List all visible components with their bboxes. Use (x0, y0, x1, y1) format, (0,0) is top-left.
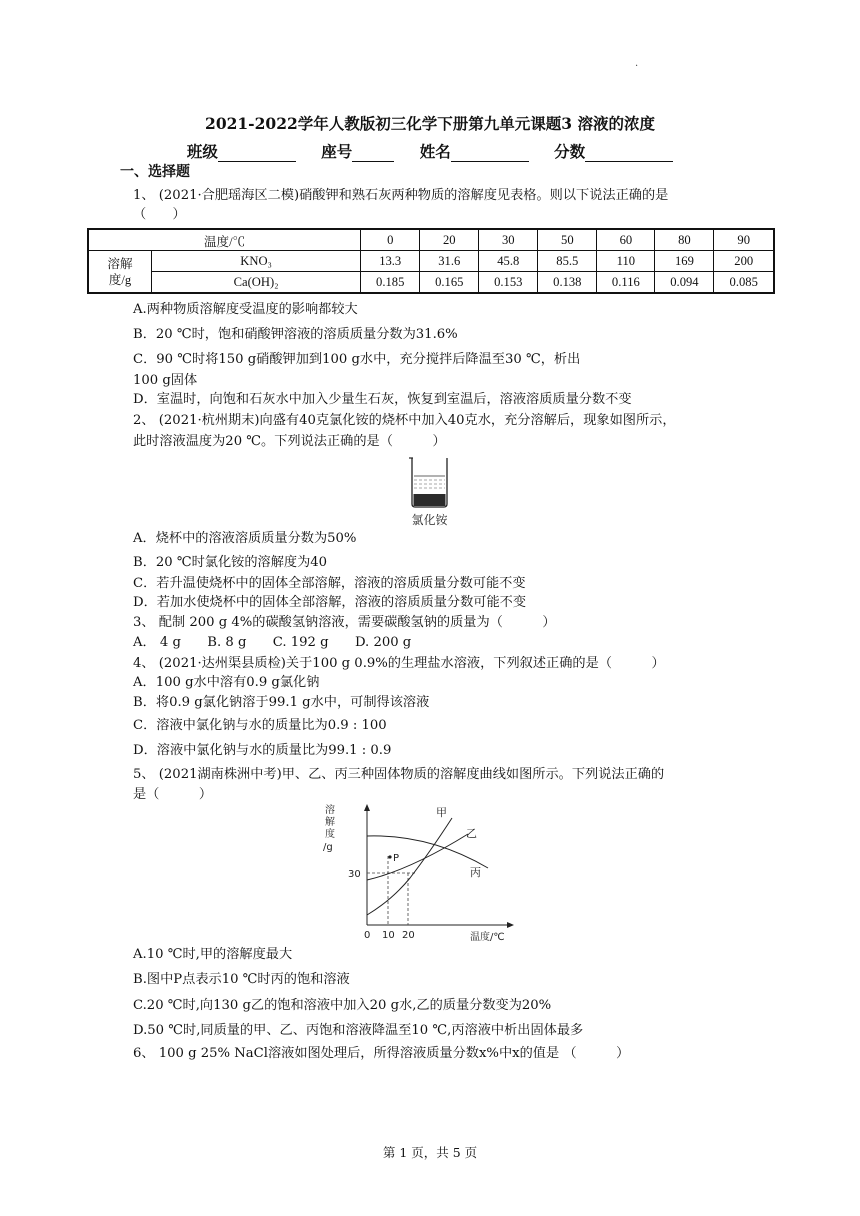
q2-option-a: A．烧杯中的溶液溶质质量分数为50% (133, 531, 357, 546)
curve-label-yi: 乙 (466, 827, 477, 840)
score-label: 分数 (554, 142, 586, 161)
q1-option-c: C．90 ℃时将150 g硝酸钾加到100 g水中，充分搅拌后降温至30 ℃，析出 (133, 352, 581, 367)
name-blank[interactable] (451, 145, 529, 162)
table-cell: 169 (655, 251, 714, 272)
q4-stem: 4、 (2021·达州渠县质检)关于100 g 0.9%的生理盐水溶液，下列叙述正确的是（ ） (133, 656, 665, 671)
solubility-row-label: 溶解 度/g (88, 251, 152, 294)
table-cell: 20 (420, 229, 479, 251)
q2-option-d: D．若加水使烧杯中的固体全部溶解，溶液的溶质质量分数可能不变 (133, 595, 527, 610)
solubility-table (87, 228, 775, 294)
y-axis-label-char: 解 (325, 817, 335, 828)
table-cell: 13.3 (361, 251, 420, 272)
curve-bing (367, 836, 488, 868)
table-cell: 45.8 (479, 251, 538, 272)
q1-stem: 1、 (2021·合肥瑶海区二模)硝酸钾和熟石灰两种物质的溶解度见表格。则以下说法正确的是 (133, 188, 669, 203)
student-info-line (0, 140, 860, 162)
table-cell: 0.116 (597, 272, 655, 294)
q3-options: A． 4 g B. 8 g C. 192 g D. 200 g (133, 635, 412, 650)
table-cell: 110 (597, 251, 655, 272)
seat-label: 座号 (321, 142, 353, 161)
page-footer: 第 1 页，共 5 页 (382, 1145, 478, 1160)
x-axis-label: 温度/℃ (470, 932, 505, 943)
y-axis-label-char: 度 (325, 829, 335, 840)
y-tick-label: 30 (348, 869, 361, 880)
curve-label-jia: 甲 (436, 806, 447, 819)
q2-option-b: B．20 ℃时氯化铵的溶解度为40 (133, 555, 328, 570)
class-label: 班级 (186, 142, 218, 161)
q5-option-b: B.图中P点表示10 ℃时丙的饱和溶液 (133, 972, 350, 987)
table-cell: 50 (538, 229, 597, 251)
table-cell: 30 (479, 229, 538, 251)
table-row (88, 272, 774, 294)
q1-option-a: A.两种物质溶解度受温度的影响都较大 (133, 302, 358, 317)
q5-option-a: A.10 ℃时,甲的溶解度最大 (133, 947, 293, 962)
q5-stem: 5、 (2021湖南株洲中考)甲、乙、丙三种固体物质的溶解度曲线如图所示。下列说法正确的 (133, 767, 665, 782)
q1-option-c-cont: 100 g固体 (133, 373, 198, 388)
q4-option-c: C．溶液中氯化钠与水的质量比为0.9 : 100 (133, 718, 387, 733)
solubility-curve-figure (320, 800, 520, 946)
table-cell: 90 (714, 229, 774, 251)
q5-option-c: C.20 ℃时,向130 g乙的饱和溶液中加入20 g水,乙的质量分数变为20% (133, 998, 552, 1013)
q4-option-d: D．溶液中氯化钠与水的质量比为99.1 : 0.9 (133, 743, 392, 758)
x-axis-arrow (507, 922, 514, 928)
q1-option-d: D．室温时，向饱和石灰水中加入少量生石灰，恢复到室温后，溶液溶质质量分数不变 (133, 392, 632, 407)
x-tick-label: 10 (382, 930, 395, 941)
point-p-label: P (393, 853, 400, 864)
score-blank[interactable] (585, 145, 673, 162)
table-cell: 31.6 (420, 251, 479, 272)
q4-option-a: A．100 g水中溶有0.9 g氯化钠 (133, 675, 320, 690)
point-p (388, 855, 391, 858)
kno3-label: KNO₃ (152, 251, 361, 272)
q3-stem: 3、 配制 200 g 4%的碳酸氢钠溶液，需要碳酸氢钠的质量为（ ） (133, 615, 556, 630)
curve-jia (367, 818, 452, 915)
class-blank[interactable] (218, 145, 296, 162)
q1-bracket: （ ） (133, 207, 186, 222)
seat-blank[interactable] (352, 145, 394, 162)
table-cell: 60 (597, 229, 655, 251)
table-cell: 0 (361, 229, 420, 251)
table-cell: 80 (655, 229, 714, 251)
table-cell: 0.094 (655, 272, 714, 294)
q5-option-d: D.50 ℃时,同质量的甲、乙、丙饱和溶液降温至10 ℃,丙溶液中析出固体最多 (133, 1023, 584, 1038)
q6-stem: 6、 100 g 25% NaCl溶液如图处理后，所得溶液质量分数x%中x的值是 （ ） (133, 1046, 630, 1061)
q2-stem: 2、 (2021·杭州期末)向盛有40克氯化铵的烧杯中加入40克水，充分溶解后，现象如图所示， (133, 413, 676, 428)
curve-label-bing: 丙 (470, 866, 481, 879)
name-label: 姓名 (419, 142, 451, 161)
x-tick-label: 20 (402, 930, 415, 941)
table-cell: 85.5 (538, 251, 597, 272)
y-axis-label-char: /g (323, 842, 333, 853)
table-cell: 0.185 (361, 272, 420, 294)
q1-option-b: B．20 ℃时，饱和硝酸钾溶液的溶质质量分数为31.6% (133, 327, 458, 342)
beaker-figure (400, 454, 470, 526)
table-cell: 0.138 (538, 272, 597, 294)
page-title: 2021-2022学年人教版初三化学下册第九单元课题3 溶液的浓度 (205, 114, 655, 133)
beaker-label: 氯化铵 (411, 513, 448, 526)
corner-mark: . (635, 58, 639, 69)
y-axis-arrow (364, 804, 370, 811)
table-cell: 0.085 (714, 272, 774, 294)
table-row (88, 229, 774, 251)
q2-option-c: C．若升温使烧杯中的固体全部溶解，溶液的溶质质量分数可能不变 (133, 576, 526, 591)
table-row (88, 251, 774, 272)
table-cell: 200 (714, 251, 774, 272)
y-axis-label-char: 溶 (325, 805, 335, 816)
q5-stem-cont: 是（ ） (133, 787, 213, 802)
section-title: 一、选择题 (120, 164, 190, 180)
q2-stem-cont: 此时溶液温度为20 ℃。下列说法正确的是（ ） (133, 434, 446, 449)
table-cell: 0.165 (420, 272, 479, 294)
table-cell: 0.153 (479, 272, 538, 294)
q4-option-b: B．将0.9 g氯化钠溶于99.1 g水中，可制得该溶液 (133, 695, 430, 710)
caoh-label: Ca(OH)₂ (152, 272, 361, 294)
x-tick-label: 0 (364, 930, 371, 941)
temp-header: 温度/℃ (88, 229, 361, 251)
